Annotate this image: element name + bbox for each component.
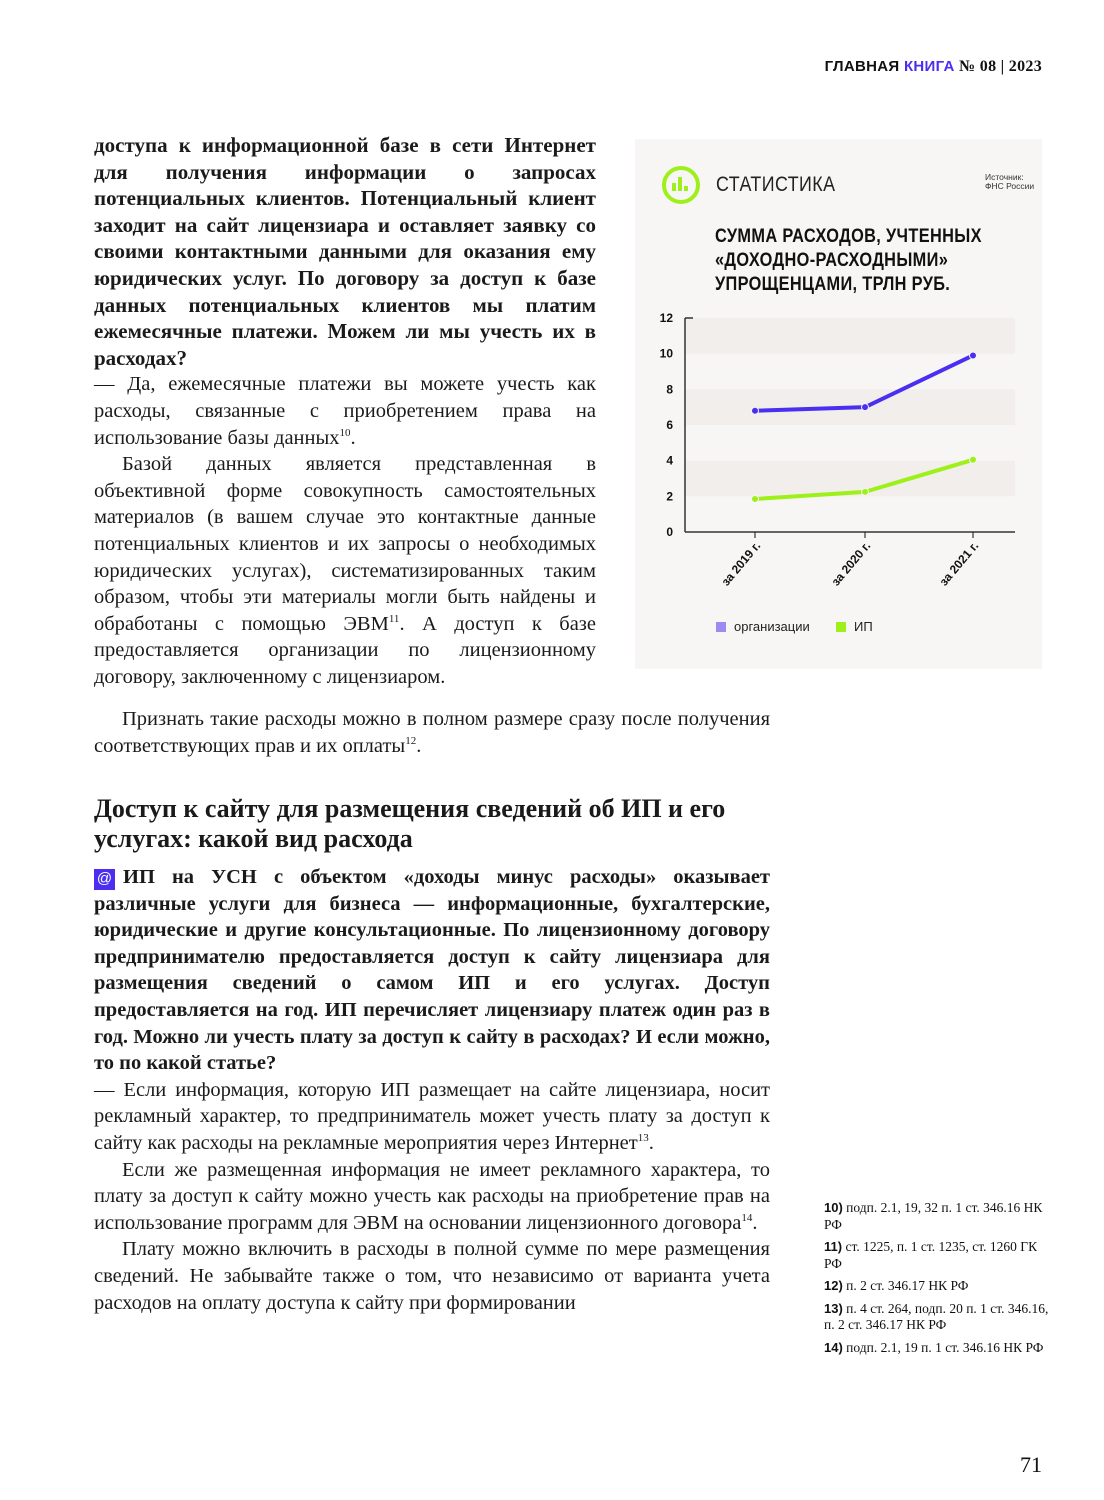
paragraph-end: .	[416, 734, 422, 757]
footnote-ref-14[interactable]: 14	[741, 1211, 753, 1224]
chart-title: СУММА РАСХОДОВ, УЧТЕННЫХ «ДОХОДНО-РАСХОДНЫМИ» УПРОЩЕНЦАМИ, ТРЛН РУБ.	[715, 226, 982, 295]
footnote-ref-13[interactable]: 13	[637, 1131, 649, 1144]
svg-text:8: 8	[666, 382, 673, 397]
svg-text:за 2021 г.: за 2021 г.	[936, 538, 982, 589]
paragraph-text: Признать такие расходы можно в полном размере сразу после получения соответствующих прав и их оплаты	[94, 708, 770, 757]
footnote-ref-11[interactable]: 11	[388, 612, 400, 625]
section2-body	[94, 864, 770, 1316]
svg-text:за 2019 г.: за 2019 г.	[718, 538, 764, 589]
page-number: 71	[1020, 1452, 1042, 1477]
answer-end: .	[648, 1131, 654, 1154]
footnote-13: 13) п. 4 ст. 264, подп. 20 п. 1 ст. 346.16, п. 2 ст. 346.17 НК РФ	[824, 1300, 1049, 1332]
footnote-ref-10[interactable]: 10	[339, 426, 351, 439]
brand-name-part2: КНИГА	[903, 58, 955, 75]
svg-text:за 2020 г.: за 2020 г.	[828, 538, 874, 589]
issue-number: № 08 | 2023	[959, 58, 1042, 75]
legend-swatch-organizations	[716, 622, 726, 632]
line-chart	[635, 139, 1042, 669]
statistics-label: СТАТИСТИКА	[716, 173, 836, 196]
section1-question: доступа к информационной базе в сети Интернет для получения информации о запросах потенциальных клиентов. Потенциальный клиент заходит на сайт лицензиара и оставляет заявку со своими контактными данными для оказания ему юридических услуг. По договору за доступ к базе данных потенциальных клиентов мы платим ежемесячные платежи. Можем ли мы учесть их в расходах?	[94, 133, 596, 370]
section2-heading: Доступ к сайту для размещения сведений об ИП и его услугах: какой вид расхода	[94, 794, 726, 853]
legend-label: ИП	[854, 619, 873, 634]
footnote-ref-12[interactable]: 12	[405, 734, 417, 747]
svg-text:6: 6	[666, 418, 673, 432]
footnote-11: 11) ст. 1225, п. 1 ст. 1235, ст. 1260 ГК РФ	[824, 1239, 1038, 1271]
paragraph-text: Базой данных является представленная в объективной форме совокупность самостоятельных материалов (в вашем случае это контактные данные потенциальных клиентов и их запросы о необходимых юридических услугах), систематизированных таким образом, чтобы эти материалы могли быть найдены и обработаны с помощью ЭВМ	[94, 453, 596, 635]
section2-paragraph-3: Плату можно включить в расходы в полной сумме по мере размещения сведений. Не забывайте также о том, что независимо от варианта учета расходов на оплату доступа к сайту при формировании	[94, 1238, 770, 1314]
brand-name-part1: ГЛАВНАЯ	[824, 58, 900, 75]
svg-text:2: 2	[666, 489, 673, 504]
svg-text:12: 12	[659, 311, 673, 325]
section2-answer	[94, 1077, 770, 1157]
legend-swatch-ip	[836, 622, 846, 632]
paragraph-end: . А доступ к базе предоставляется организации по лицензионному договору, заключенному с лицензиаром.	[94, 612, 596, 688]
source-label: Источник:	[985, 172, 1024, 182]
section2-paragraph-2	[94, 1157, 770, 1237]
answer-text: — Да, ежемесячные платежи вы можете учесть как расходы, связанные с приобретением права на использование базы данных	[94, 373, 596, 449]
answer-text: — Если информация, которую ИП размещает на сайте лицензиара, носит рекламный характер, то предприниматель может учесть плату за доступ к сайту как расходы на рекламные мероприятия через Интернет	[94, 1078, 770, 1154]
statistics-box	[635, 139, 1042, 669]
section1-paragraph-2	[94, 451, 596, 690]
legend-label: организации	[734, 619, 810, 634]
svg-text:4: 4	[666, 453, 673, 468]
section1-answer	[94, 371, 596, 451]
paragraph-text: Если же размещенная информация не имеет рекламного характера, то плату за доступ к сайту можно учесть как расходы на приобретение прав на использование программ для ЭВМ на основании лицензионного договора	[94, 1158, 770, 1234]
footnote-12: 12) п. 2 ст. 346.17 НК РФ	[824, 1278, 969, 1293]
footnote-10: 10) подп. 2.1, 19, 32 п. 1 ст. 346.16 НК РФ	[824, 1200, 1043, 1232]
legend-item-organizations	[716, 619, 810, 634]
footnotes	[824, 1200, 1049, 1362]
section2-question	[94, 864, 770, 1077]
svg-text:10: 10	[659, 346, 673, 361]
source-value: ФНС России	[985, 181, 1035, 191]
paragraph-end: .	[752, 1211, 758, 1234]
footnote-14: 14) подп. 2.1, 19 п. 1 ст. 346.16 НК РФ	[824, 1339, 1044, 1355]
answer-end: .	[350, 426, 356, 449]
legend-item-ip	[836, 619, 873, 634]
email-question-icon: @	[94, 869, 115, 890]
svg-text:0: 0	[666, 525, 673, 539]
question-text: ИП на УСН с объектом «доходы минус расходы» оказывает различные услуги для бизнеса — информационные, бухгалтерские, юридические и другие консультационные. По лицензионному договору предпринимателю предоставляется доступ к сайту лицензиара для размещения сведений о самом ИП и его услугах. Доступ предоставляется на год. ИП перечисляет лицензиару платеж один раз в год. Можно ли учесть плату за доступ к сайту в расходах? И если можно, то по какой статье?	[94, 866, 770, 1075]
magazine-header	[825, 58, 1042, 76]
section1-body	[94, 132, 596, 690]
section1-paragraph-3	[94, 706, 770, 759]
